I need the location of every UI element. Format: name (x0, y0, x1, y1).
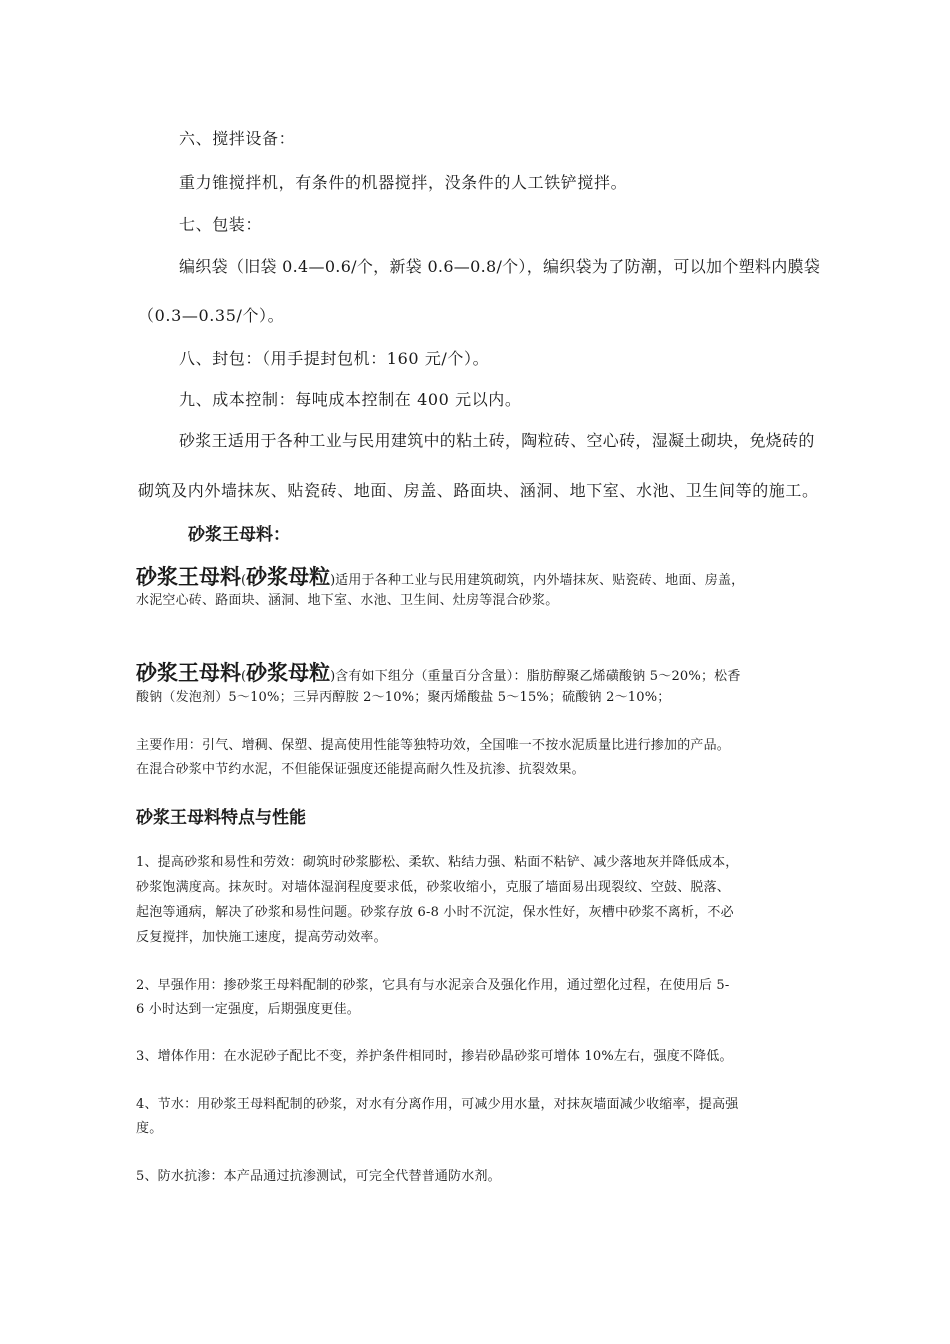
section6-body: 重力锥搅拌机，有条件的机器搅拌，没条件的人工铁铲搅拌。 (179, 173, 628, 192)
composition-line1-rest: 含有如下组分（重量百分含量）：脂肪醇聚乙烯磺酸钠 5～20%；松香 (335, 669, 741, 684)
section6-heading: 六、搅拌设备： (179, 129, 296, 148)
feature4-line1: 4、节水：用砂浆王母料配制的砂浆，对水有分离作用，可减少用水量，对抹灰墙面减少收缩率，提高强 (136, 1097, 739, 1112)
feature1-line3: 起泡等通病，解决了砂浆和易性问题。砂浆存放 6-8 小时不沉淀，保水性好，灰槽中砂浆不离析，不必 (136, 905, 734, 920)
paren-open: ( (241, 669, 247, 684)
main-effect-line1: 主要作用：引气、增稠、保塑、提高使用性能等独特功效，全国唯一不按水泥质量比进行掺加的产品。 (136, 738, 731, 753)
paren-open: ( (241, 573, 247, 588)
composition-line1 (136, 657, 741, 687)
product-name: 砂浆王母料 (136, 565, 241, 589)
product-alias: 砂浆母粒 (246, 661, 331, 685)
paren-close: ) (330, 573, 336, 588)
section8: 八、封包：（用手提封包机：160 元/个）。 (179, 349, 490, 368)
feature2-line2: 6 小时达到一定强度，后期强度更佳。 (136, 1002, 361, 1017)
feature5: 5、防水抗渗：本产品通过抗渗测试，可完全代替普通防水剂。 (136, 1169, 501, 1184)
product-alias: 砂浆母粒 (246, 565, 331, 589)
main-effect-line2: 在混合砂浆中节约水泥，不但能保证强度还能提高耐久性及抗渗、抗裂效果。 (136, 762, 585, 777)
feature2-line1: 2、早强作用：掺砂浆王母料配制的砂浆，它具有与水泥亲合及强化作用，通过塑化过程，在使用后 5- (136, 978, 730, 993)
usage-line1: 砂浆王适用于各种工业与民用建筑中的粘土砖，陶粒砖、空心砖，湿凝土砌块，免烧砖的 (179, 431, 815, 450)
feature1-line1: 1、提高砂浆和易性和劳效：砌筑时砂浆膨松、柔软、粘结力强、粘面不粘铲、减少落地灰并降低成本， (136, 855, 739, 870)
usage-line2: 砌筑及内外墙抹灰、贴瓷砖、地面、房盖、路面块、涵洞、地下室、水池、卫生间等的施工。 (138, 481, 819, 500)
feature3: 3、增体作用：在水泥砂子配比不变，养护条件相同时，掺岩砂晶砂浆可增体 10%左右，强度不降低。 (136, 1049, 733, 1064)
paren-close: ) (330, 669, 336, 684)
section7-body-line2: （0.3—0.35/个）。 (138, 306, 285, 325)
feature1-line2: 砂浆饱满度高。抹灰时。对墙体湿润程度要求低，砂浆收缩小，克服了墙面易出现裂纹、空鼓、脱落、 (136, 880, 731, 895)
mother-material-heading: 砂浆王母料： (188, 525, 290, 545)
section9: 九、成本控制：每吨成本控制在 400 元以内。 (179, 390, 522, 409)
feature4-line2: 度。 (136, 1121, 163, 1136)
section7-body-line1: 编织袋（旧袋 0.4—0.6/个，新袋 0.6—0.8/个），编织袋为了防潮，可以加个塑料内膜袋 (179, 257, 821, 276)
intro-line1 (136, 561, 744, 591)
feature1-line4: 反复搅拌，加快施工速度，提高劳动效率。 (136, 930, 387, 945)
product-name: 砂浆王母料 (136, 661, 241, 685)
intro-line1-rest: 适用于各种工业与民用建筑砌筑，内外墙抹灰、贴瓷砖、地面、房盖， (335, 573, 745, 588)
section7-heading: 七、包装： (179, 215, 263, 234)
features-heading: 砂浆王母料特点与性能 (136, 808, 306, 828)
intro-line2: 水泥空心砖、路面块、涵洞、地下室、水池、卫生间、灶房等混合砂浆。 (136, 593, 559, 608)
composition-line2: 酸钠（发泡剂）5～10%；三异丙醇胺 2～10%；聚丙烯酸盐 5～15%；硫酸钠 2～10%； (136, 690, 671, 705)
